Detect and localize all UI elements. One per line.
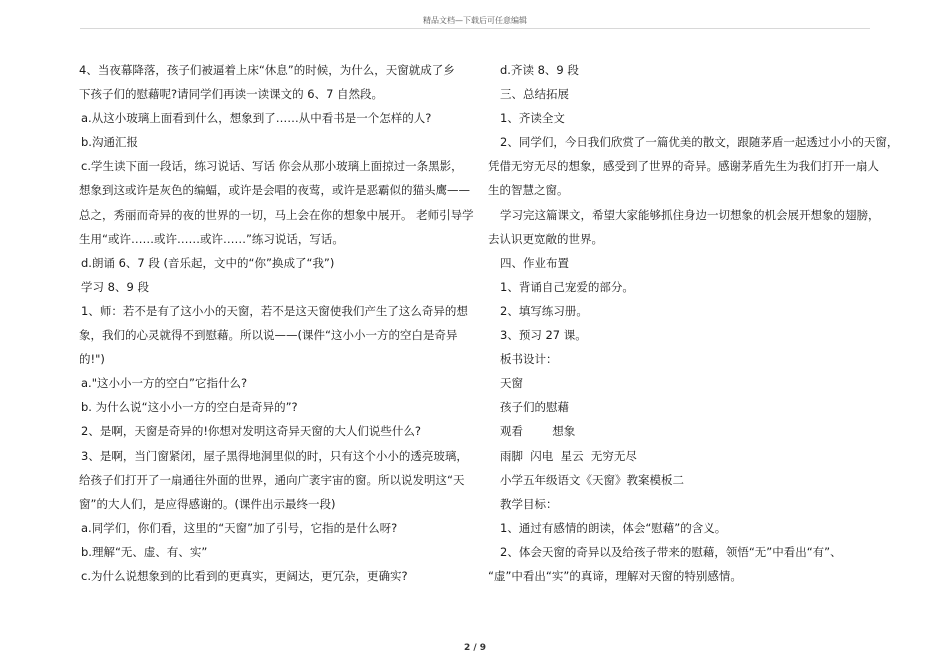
- text-line: 1、背诵自己宠爱的部分。: [500, 279, 634, 294]
- text-line: 孩子们的慰藉: [500, 400, 569, 415]
- text-line: 1、师：若不是有了这小小的天窗，若不是这天窗使我们产生了这么奇异的想: [81, 303, 468, 318]
- text-line: 给孩子们打开了一扇通往外面的世界，通向广袤宇宙的窗。所以说发明这“天: [79, 472, 465, 487]
- text-line: 观看 想象: [500, 424, 576, 439]
- text-line: 想象到这或许是灰色的编蝠，或许是会唱的夜莺，或许是恶霸似的猫头鹰——: [79, 183, 470, 198]
- text-line: 总之，秀丽而奇异的夜的世界的一切，马上会在你的想象中展开。 老师引导学: [79, 207, 474, 222]
- text-line: 生的智慧之窗。: [488, 183, 569, 198]
- left-column: [79, 58, 474, 588]
- text-line: 天窗: [500, 376, 523, 391]
- text-line: a.从这小玻璃上面看到什么，想象到了……从中看书是一个怎样的人?: [81, 111, 432, 126]
- text-line: b.理解“无、虚、有、实”: [81, 544, 208, 559]
- page-number: 2 / 9: [463, 643, 487, 653]
- text-line: 2、同学们，今日我们欣赏了一篇优美的散文，跟随茅盾一起透过小小的天窗，: [500, 135, 899, 150]
- text-line: b.沟通汇报: [81, 135, 138, 150]
- section-heading: 三、总结拓展: [500, 87, 569, 102]
- text-line: 学习 8、9 段: [81, 279, 149, 294]
- text-line: 2、是啊，天窗是奇异的!你想对发明这奇异天窗的大人们说些什么?: [81, 424, 422, 439]
- text-line: 雨脚 闪电 星云 无穷无尽: [500, 448, 637, 463]
- text-line: 学习完这篇课文，希望大家能够抓住身边一切想象的机会展开想象的翅膀，: [500, 207, 880, 222]
- text-line: d.朗诵 6、7 段 (音乐起，文中的“你”换成了“我”): [81, 255, 335, 270]
- text-line: 板书设计：: [500, 352, 558, 367]
- text-line: 3、是啊，当门窗紧闭，屋子黑得地洞里似的时，只有这个小小的透亮玻璃，: [81, 448, 468, 463]
- text-line: 2、填写练习册。: [500, 303, 588, 318]
- text-line: a.同学们，你们看，这里的“天窗”加了引号，它指的是什么呀?: [81, 520, 398, 535]
- page-header: 精品文档—下载后可任意编辑: [423, 16, 527, 25]
- text-line: 4、当夜幕降落，孩子们被逼着上床“休息”的时候，为什么，天窗就成了乡: [79, 63, 455, 77]
- text-line: 凭借无穷无尽的想象，感受到了世界的奇异。感谢茅盾先生为我们打开一扇人: [488, 159, 879, 174]
- text-line: a."这小小一方的空白”它指什么?: [81, 376, 248, 391]
- right-column: [488, 58, 899, 588]
- text-line: 生用“或许……或许……或许……”练习说话，写话。: [79, 231, 344, 246]
- text-line: “虚”中看出“实”的真谛，理解对天窗的特别感情。: [488, 568, 742, 583]
- text-line: 下孩子们的慰藉呢?请同学们再读一读课文的 6、7 自然段。: [79, 87, 384, 102]
- text-line: 小学五年级语文《天窗》教案模板二: [500, 472, 684, 487]
- text-line: c.为什么说想象到的比看到的更真实，更阔达，更冗杂，更确实?: [81, 568, 408, 583]
- text-line: 2、体会天窗的奇异以及给孩子带来的慰藉，领悟“无”中看出“有”、: [500, 544, 842, 559]
- text-line: 1、齐读全文: [500, 111, 565, 126]
- text-line: 教学目标：: [500, 496, 558, 511]
- text-line: d.齐读 8、9 段: [500, 63, 579, 77]
- text-line: b. 为什么说“这小小一方的空白是奇异的”?: [81, 400, 298, 415]
- text-line: 窗”的大人们，是应得感谢的。(课件出示最终一段): [79, 496, 336, 511]
- header-divider: [80, 28, 870, 29]
- text-line: 的!"): [79, 352, 105, 367]
- section-heading: 四、作业布置: [500, 255, 569, 270]
- text-line: c.学生读下面一段话，练习说话、写话 你会从那小玻璃上面掠过一条黑影，: [81, 159, 463, 174]
- text-line: 去认识更宽敞的世界。: [488, 231, 603, 246]
- text-line: 1、通过有感情的朗读，体会“慰藉”的含义。: [500, 520, 727, 535]
- text-line: 象，我们的心灵就得不到慰藉。所以说——(课件“这小小一方的空白是奇异: [79, 328, 458, 343]
- text-line: 3、预习 27 课。: [500, 328, 587, 343]
